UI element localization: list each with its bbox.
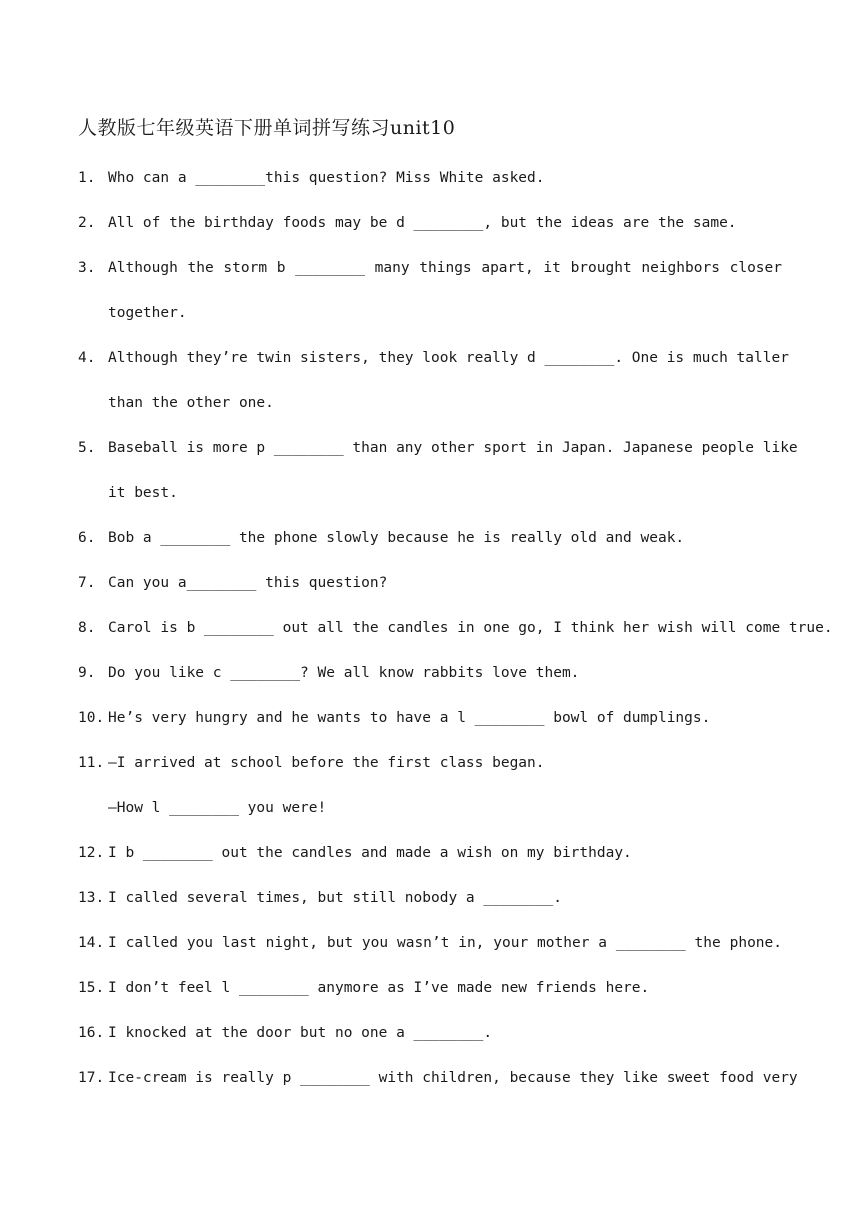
exercise-text-line: together. <box>108 305 187 321</box>
exercise-number: 2. <box>78 215 96 231</box>
exercise-text-line: it best. <box>108 485 178 501</box>
exercise-number: 17. <box>78 1070 105 1086</box>
exercise-number: 11. <box>78 755 105 771</box>
exercise-number: 16. <box>78 1025 105 1041</box>
exercise-text-line: He’s very hungry and he wants to have a l ________ bowl of dumplings. <box>108 710 711 726</box>
exercise-text-line: —I arrived at school before the first class began. <box>108 755 545 771</box>
exercise-number: 8. <box>78 620 96 636</box>
exercise-text-line: Ice-cream is really p ________ with children, because they like sweet food very <box>108 1070 798 1086</box>
exercise-number: 4. <box>78 350 96 366</box>
exercise-number: 5. <box>78 440 96 456</box>
exercise-text-line: I b ________ out the candles and made a wish on my birthday. <box>108 845 632 861</box>
exercise-text-line: Carol is b ________ out all the candles in one go, I think her wish will come true. <box>108 620 833 636</box>
exercise-number: 9. <box>78 665 96 681</box>
exercise-text-line: than the other one. <box>108 395 274 411</box>
exercise-text-line: Bob a ________ the phone slowly because he is really old and weak. <box>108 530 685 546</box>
exercise-text-line: Although they’re twin sisters, they look really d ________. One is much taller <box>108 350 789 366</box>
exercise-text-line: I called several times, but still nobody a ________. <box>108 890 562 906</box>
document-title: 人教版七年级英语下册单词拼写练习unit10 <box>78 117 456 139</box>
exercise-text-line: Do you like c ________? We all know rabbits love them. <box>108 665 580 681</box>
exercise-number: 1. <box>78 170 96 186</box>
exercise-number: 6. <box>78 530 96 546</box>
exercise-number: 12. <box>78 845 105 861</box>
exercise-number: 15. <box>78 980 105 996</box>
exercise-number: 7. <box>78 575 96 591</box>
exercise-text-line: Although the storm b ________ many things apart, it brought neighbors closer <box>108 260 782 276</box>
exercise-text-line: Who can a ________this question? Miss White asked. <box>108 170 545 186</box>
exercise-text-line: I called you last night, but you wasn’t in, your mother a ________ the phone. <box>108 935 782 951</box>
exercise-text-line: Baseball is more p ________ than any other sport in Japan. Japanese people like <box>108 440 798 456</box>
exercise-number: 13. <box>78 890 105 906</box>
exercise-number: 3. <box>78 260 96 276</box>
exercise-text-line: I don’t feel l ________ anymore as I’ve made new friends here. <box>108 980 650 996</box>
exercise-text-line: All of the birthday foods may be d ________, but the ideas are the same. <box>108 215 737 231</box>
exercise-text-line: I knocked at the door but no one a ________. <box>108 1025 493 1041</box>
exercise-text-line: —How l ________ you were! <box>108 800 327 816</box>
exercise-text-line: Can you a________ this question? <box>108 575 388 591</box>
exercise-number: 10. <box>78 710 105 726</box>
exercise-number: 14. <box>78 935 105 951</box>
